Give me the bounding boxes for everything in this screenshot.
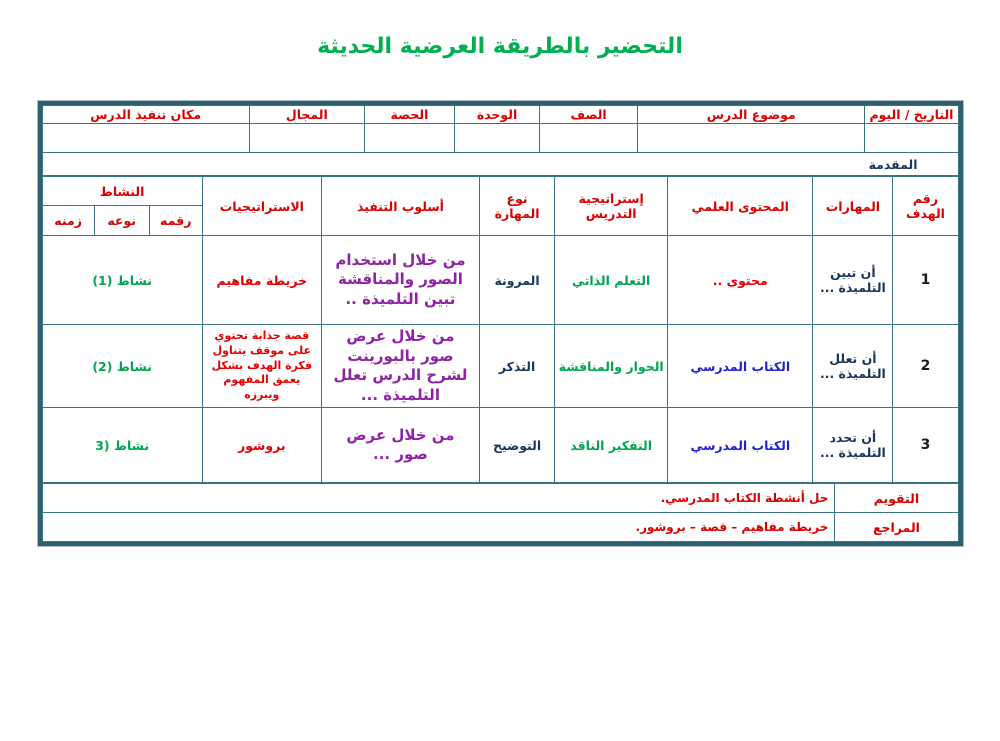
info-header-date-day: التاريخ / اليوم	[865, 106, 958, 124]
activity-cell: نشاط (1)	[42, 236, 202, 325]
activity-cell: نشاط (3	[42, 408, 202, 483]
evaluation-value: حل أنشطة الكتاب المدرسي.	[42, 484, 835, 513]
plan-row-3	[42, 408, 958, 483]
info-header-lesson-subject: موضوع الدرس	[638, 106, 865, 124]
info-value-row	[42, 124, 958, 153]
page-title: التحضير بالطريقة العرضية الحديثة	[317, 34, 683, 59]
skill-type-cell: المرونة	[480, 236, 555, 325]
plan-header-execution-method: أسلوب التنفيذ	[321, 177, 479, 236]
info-value-lesson-place	[42, 124, 249, 153]
execution-method-cell: من خلال عرض صور بالبورينت لشرح الدرس تعلل التلميذة ...	[321, 325, 479, 408]
strategies-cell: قصة جذابة تحتوي على موقف يتناول فكرة الهدف بشكل يعمق المفهوم ويبرزه	[202, 325, 321, 408]
strategies-cell: بروشور	[202, 408, 321, 483]
plan-header-skill-type: نوع المهارة	[480, 177, 555, 236]
info-value-lesson-subject	[638, 124, 865, 153]
evaluation-row	[42, 484, 958, 513]
plan-header-skills: المهارات	[813, 177, 893, 236]
plan-header-activity: النشاط	[42, 177, 202, 206]
plan-row-1	[42, 236, 958, 325]
goal-number-cell: 3	[893, 408, 958, 483]
info-header-lesson-place: مكان تنفيذ الدرس	[42, 106, 249, 124]
skills-cell: أن تحدد التلميذة ...	[813, 408, 893, 483]
intro-label: المقدمة	[42, 153, 958, 176]
content-cell: محتوى ..	[668, 236, 813, 325]
plan-header-strategies: الاستراتيجيات	[202, 177, 321, 236]
info-header-field: المجال	[249, 106, 364, 124]
references-value: خريطة مفاهيم – قصة – بروشور.	[42, 513, 835, 542]
plan-header-goal-number: رقم الهدف	[893, 177, 958, 236]
plan-header-activity-time: زمنه	[42, 206, 94, 236]
info-table	[42, 105, 959, 176]
plan-header-teaching-strategy: إستراتيجية التدريس	[555, 177, 668, 236]
plan-header-row	[42, 177, 958, 206]
info-value-class	[540, 124, 638, 153]
skill-type-cell: التوضيح	[480, 408, 555, 483]
info-header-period: الحصة	[364, 106, 454, 124]
references-label: المراجع	[835, 513, 958, 542]
content-cell: الكتاب المدرسي	[668, 408, 813, 483]
info-header-class: الصف	[540, 106, 638, 124]
info-value-field	[249, 124, 364, 153]
execution-method-cell: من خلال عرض صور ...	[321, 408, 479, 483]
info-value-date-day	[865, 124, 958, 153]
info-value-period	[364, 124, 454, 153]
teaching-strategy-cell: التعلم الذاتي	[555, 236, 668, 325]
lesson-plan-frame	[38, 101, 963, 546]
info-header-row	[42, 106, 958, 124]
goal-number-cell: 2	[893, 325, 958, 408]
plan-table	[42, 176, 959, 483]
plan-header-scientific-content: المحتوى العلمي	[668, 177, 813, 236]
execution-method-cell: من خلال استخدام الصور والمناقشة تبين التلميذة ..	[321, 236, 479, 325]
content-cell: الكتاب المدرسي	[668, 325, 813, 408]
strategies-cell: خريطة مفاهيم	[202, 236, 321, 325]
evaluation-label: التقويم	[835, 484, 958, 513]
footer-table	[42, 483, 959, 542]
plan-header-activity-type: نوعه	[94, 206, 149, 236]
intro-row	[42, 153, 958, 176]
skill-type-cell: التذكر	[480, 325, 555, 408]
teaching-strategy-cell: التفكير الناقد	[555, 408, 668, 483]
skills-cell: أن تبين التلميذة ...	[813, 236, 893, 325]
plan-header-activity-number: رقمه	[149, 206, 202, 236]
page	[0, 34, 1000, 741]
info-header-unit: الوحدة	[455, 106, 540, 124]
skills-cell: أن تعلل التلميذة ...	[813, 325, 893, 408]
teaching-strategy-cell: الحوار والمناقشة	[555, 325, 668, 408]
plan-row-2	[42, 325, 958, 408]
goal-number-cell: 1	[893, 236, 958, 325]
activity-cell: نشاط (2)	[42, 325, 202, 408]
references-row	[42, 513, 958, 542]
info-value-unit	[455, 124, 540, 153]
